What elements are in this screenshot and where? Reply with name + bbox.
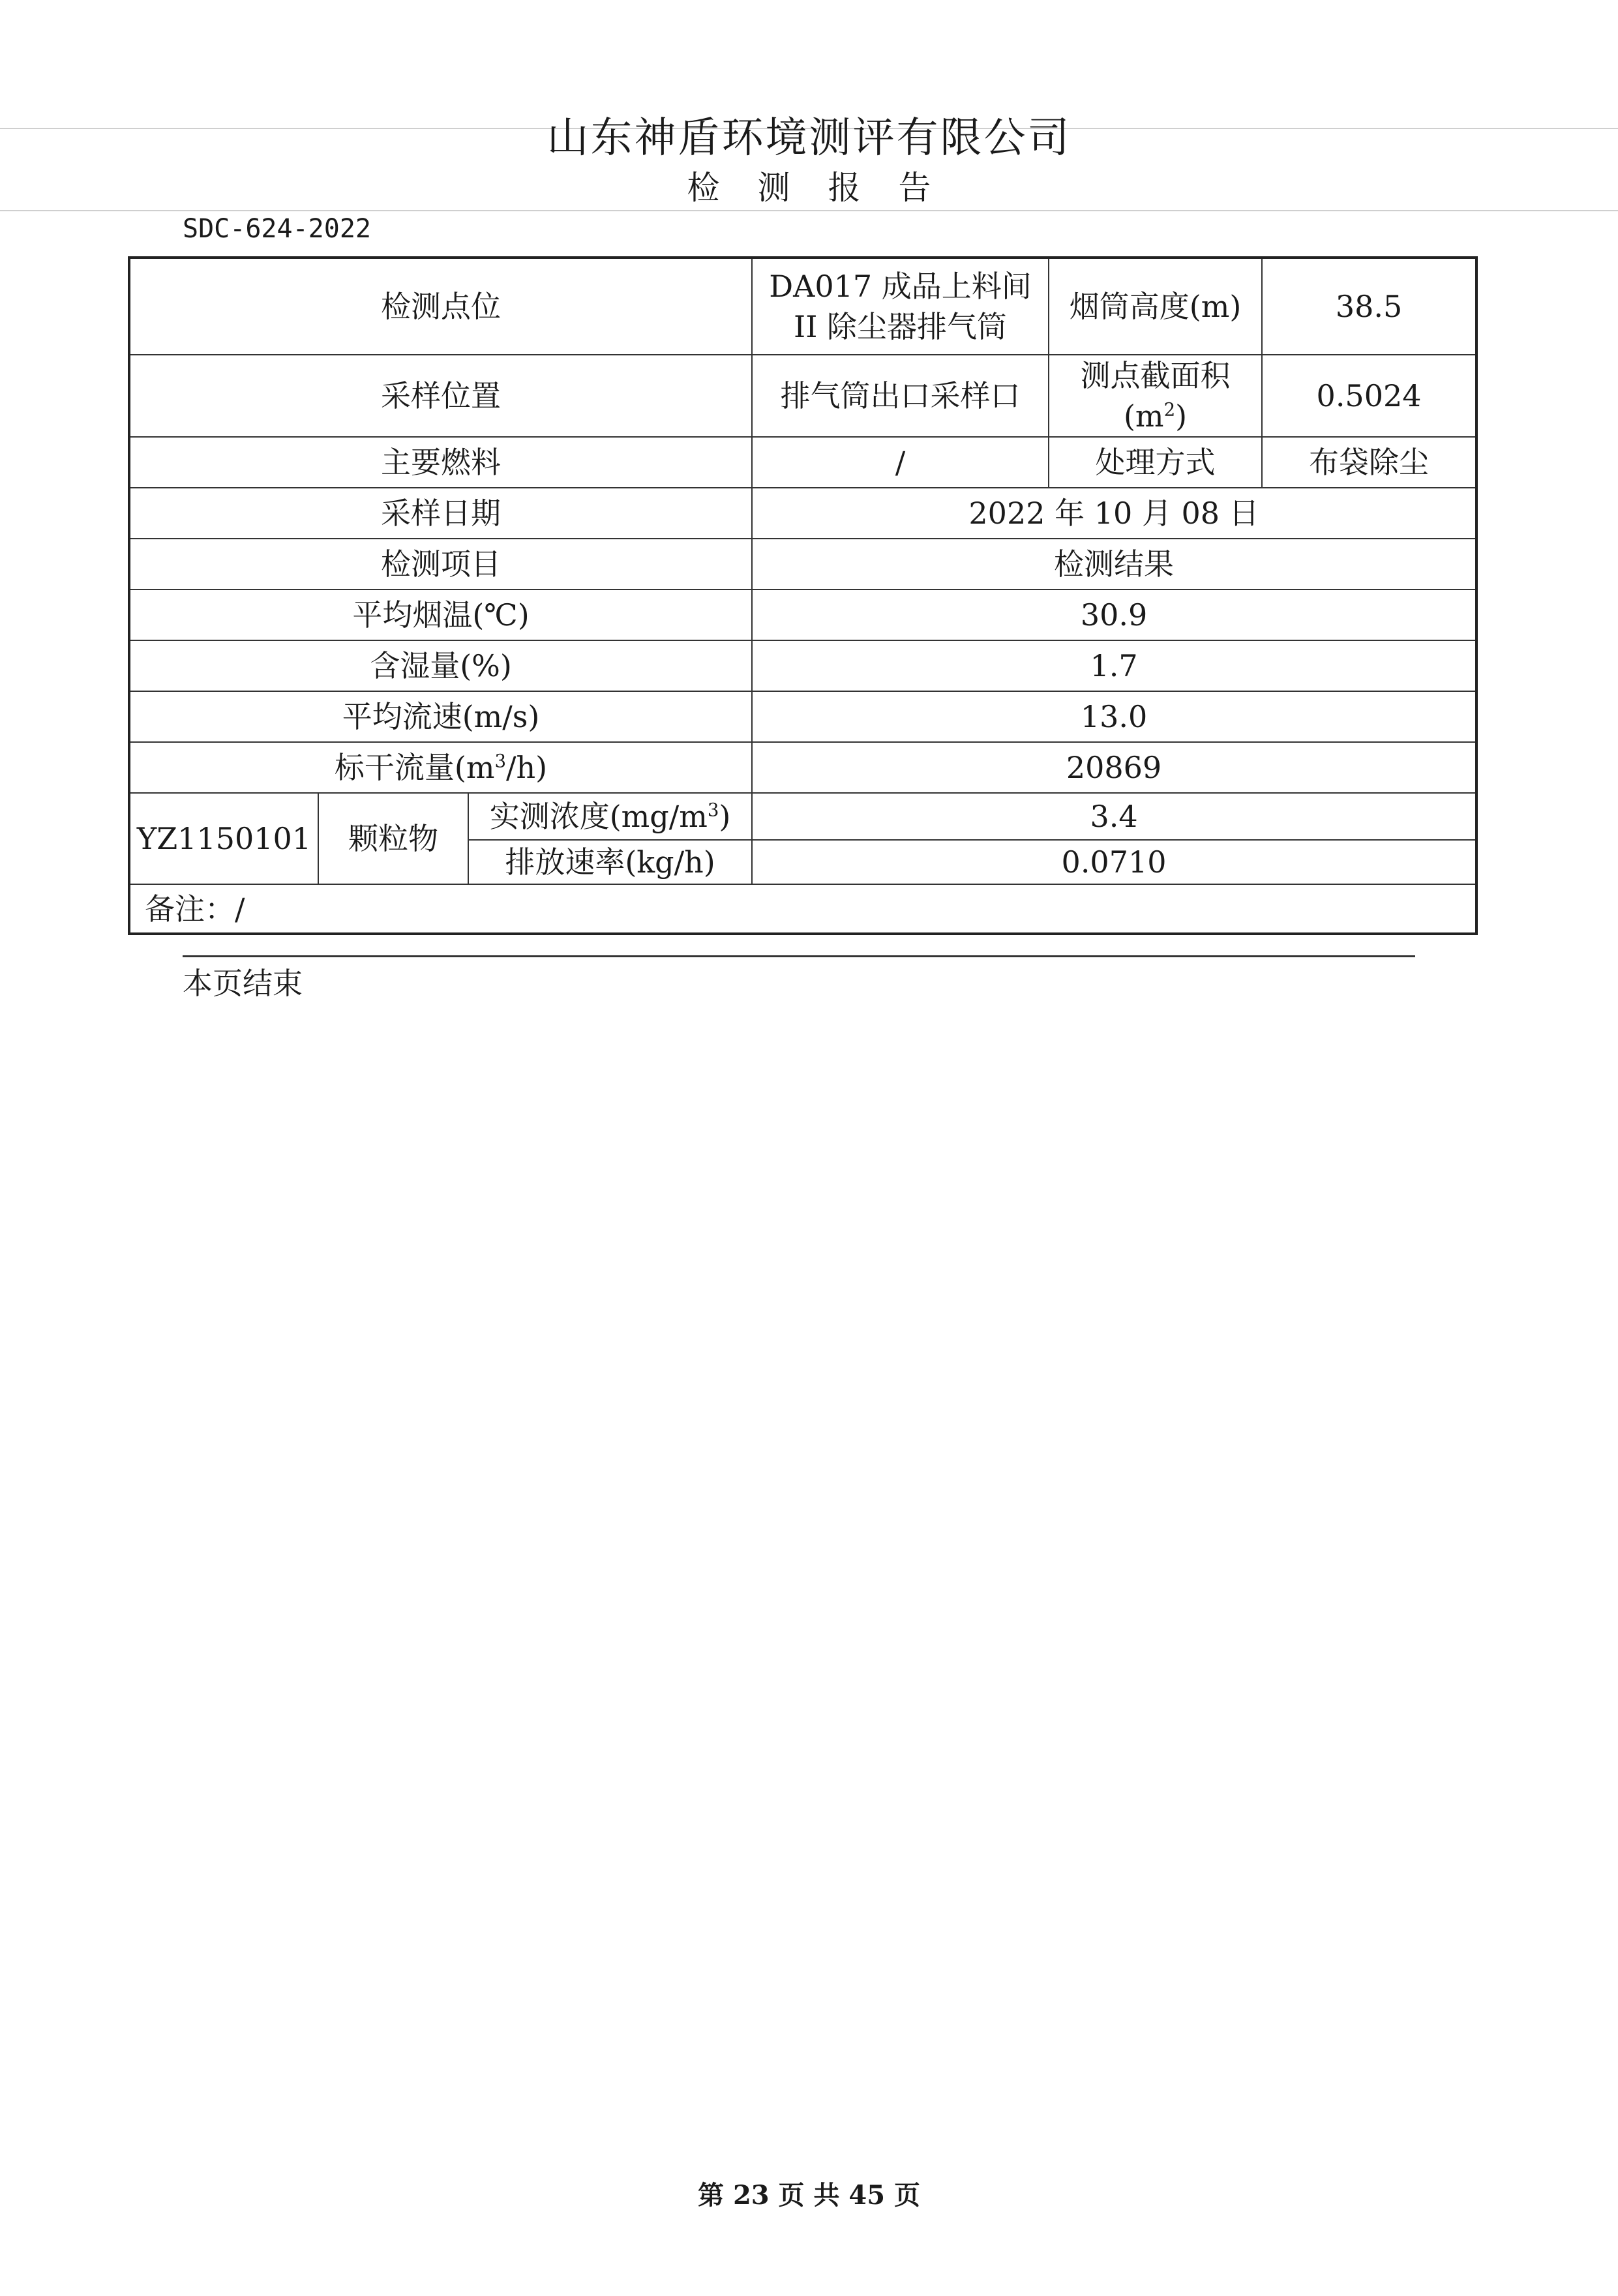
table-row [129, 437, 1476, 488]
table-row [129, 884, 1476, 934]
table-row [129, 258, 1476, 355]
header-underline [0, 210, 1618, 211]
measure-value: 30.9 [752, 589, 1476, 640]
table-row [129, 742, 1476, 793]
pollutant-name: 颗粒物 [318, 793, 468, 884]
measure-value: 13.0 [752, 691, 1476, 742]
height-label: 烟筒高度(m) [1049, 258, 1262, 355]
position-value: 排气筒出口采样口 [752, 355, 1049, 437]
date-value: 2022 年 10 月 08 日 [752, 488, 1476, 539]
fuel-value: / [752, 437, 1049, 488]
treatment-value: 布袋除尘 [1262, 437, 1476, 488]
rate-label: 排放速率(kg/h) [468, 840, 752, 884]
conc-label: 实测浓度$(mg/m^3)$ [468, 793, 752, 840]
table-row [129, 488, 1476, 539]
flow-label: 标干流量$(m^3/h)$ [129, 742, 752, 793]
measure-value: 1.7 [752, 640, 1476, 691]
table-row [129, 539, 1476, 589]
position-label: 采样位置 [129, 355, 752, 437]
point-label: 检测点位 [129, 258, 752, 355]
test-result-table [128, 256, 1478, 935]
measure-label: 平均流速(m/s) [129, 691, 752, 742]
treatment-label: 处理方式 [1049, 437, 1262, 488]
point-value-line1: DA017 成品上料间 [769, 268, 1032, 304]
report-number: SDC-624-2022 [183, 214, 371, 244]
point-value-line2: II 除尘器排气筒 [794, 309, 1008, 344]
report-subtitle: 检测报告 [687, 169, 969, 207]
table-row [129, 640, 1476, 691]
company-name: 山东神盾环境测评有限公司 [547, 114, 1071, 162]
point-value [752, 258, 1049, 355]
item-header: 检测项目 [129, 539, 752, 589]
area-value: 0.5024 [1262, 355, 1476, 437]
flow-value: 20869 [752, 742, 1476, 793]
measure-label: 平均烟温(℃) [129, 589, 752, 640]
end-divider [183, 955, 1415, 957]
fuel-label: 主要燃料 [129, 437, 752, 488]
table-row [129, 589, 1476, 640]
height-value: 38.5 [1262, 258, 1476, 355]
conc-value: 3.4 [752, 793, 1476, 840]
table-row [129, 691, 1476, 742]
rate-value: 0.0710 [752, 840, 1476, 884]
page-end-note: 本页结束 [183, 966, 303, 1001]
result-header: 检测结果 [752, 539, 1476, 589]
area-label: 测点截面积$(m^2)$ [1049, 355, 1262, 437]
remark: 备注：/ [129, 884, 1476, 934]
table-row [129, 355, 1476, 437]
table-row [129, 793, 1476, 840]
measure-label: 含湿量(%) [129, 640, 752, 691]
page-number: 第 23 页 共 45 页 [698, 2180, 920, 2211]
date-label: 采样日期 [129, 488, 752, 539]
sample-id: YZ1150101 [129, 793, 318, 884]
